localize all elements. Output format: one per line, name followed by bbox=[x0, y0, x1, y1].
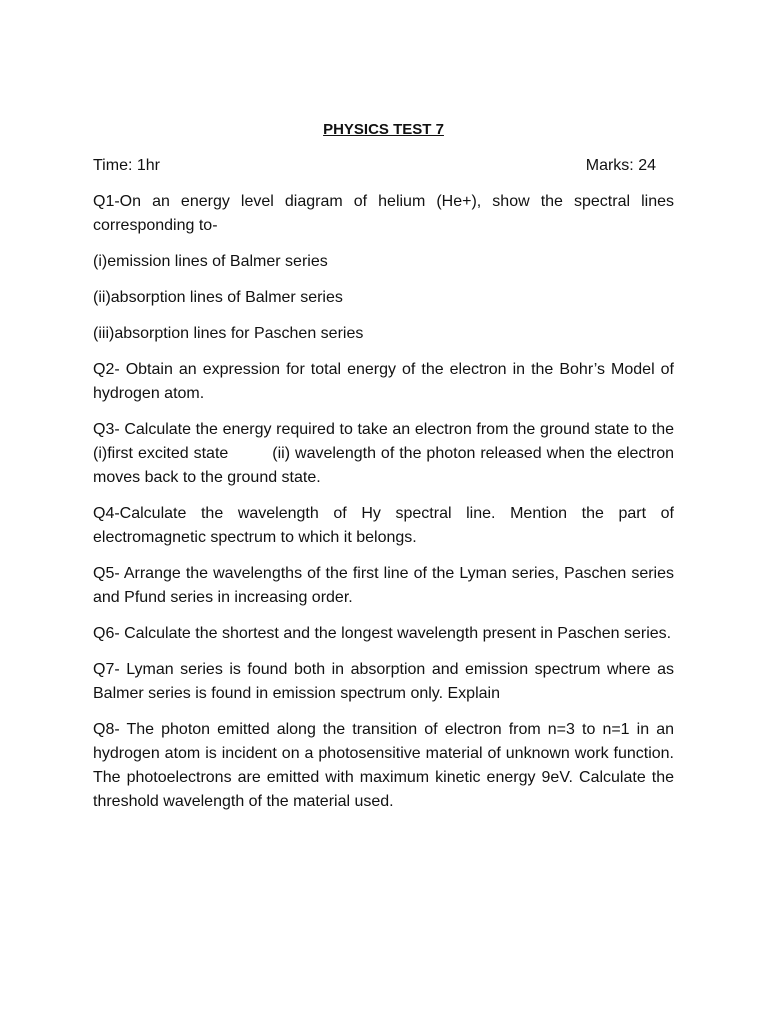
question-1-part-iii: (iii)absorption lines for Paschen series bbox=[93, 325, 364, 342]
question-5: Q5- Arrange the wavelengths of the first line of the Lyman series, Paschen series and Pfund series in increasing order. bbox=[93, 565, 674, 606]
question-3-part-a: Q3- Calculate the energy required to take an electron from the ground state to the (i)first excited state bbox=[93, 421, 674, 462]
question-4: Q4-Calculate the wavelength of Hy spectral line. Mention the part of electromagnetic spectrum to which it belongs. bbox=[93, 505, 674, 546]
question-1-part-i: (i)emission lines of Balmer series bbox=[93, 253, 328, 270]
question-3 bbox=[93, 418, 674, 490]
question-3-part-b: (ii) wavelength of the photon released when the electron moves back to the ground state. bbox=[93, 445, 674, 486]
time-label: Time: 1hr bbox=[93, 157, 160, 174]
question-6: Q6- Calculate the shortest and the longest wavelength present in Paschen series. bbox=[93, 625, 672, 642]
question-7: Q7- Lyman series is found both in absorption and emission spectrum where as Balmer series is found in emission spectrum only. Explain bbox=[93, 661, 674, 702]
page-title: PHYSICS TEST 7 bbox=[323, 121, 444, 138]
question-1: Q1-On an energy level diagram of helium (He+), show the spectral lines corresponding to- bbox=[93, 193, 674, 234]
question-1-part-ii: (ii)absorption lines of Balmer series bbox=[93, 289, 343, 306]
document-content bbox=[93, 118, 674, 826]
test-meta bbox=[93, 154, 674, 178]
question-8: Q8- The photon emitted along the transition of electron from n=3 to n=1 in an hydrogen atom is incident on a photosensitive material of unknown work function. The photoelectrons are emitted with maximum kinetic energy 9eV. Calculate the threshold wavelength of the material used. bbox=[93, 721, 674, 810]
marks-label: Marks: 24 bbox=[585, 157, 656, 174]
question-2: Q2- Obtain an expression for total energy of the electron in the Bohr’s Model of hydrogen atom. bbox=[93, 361, 674, 402]
